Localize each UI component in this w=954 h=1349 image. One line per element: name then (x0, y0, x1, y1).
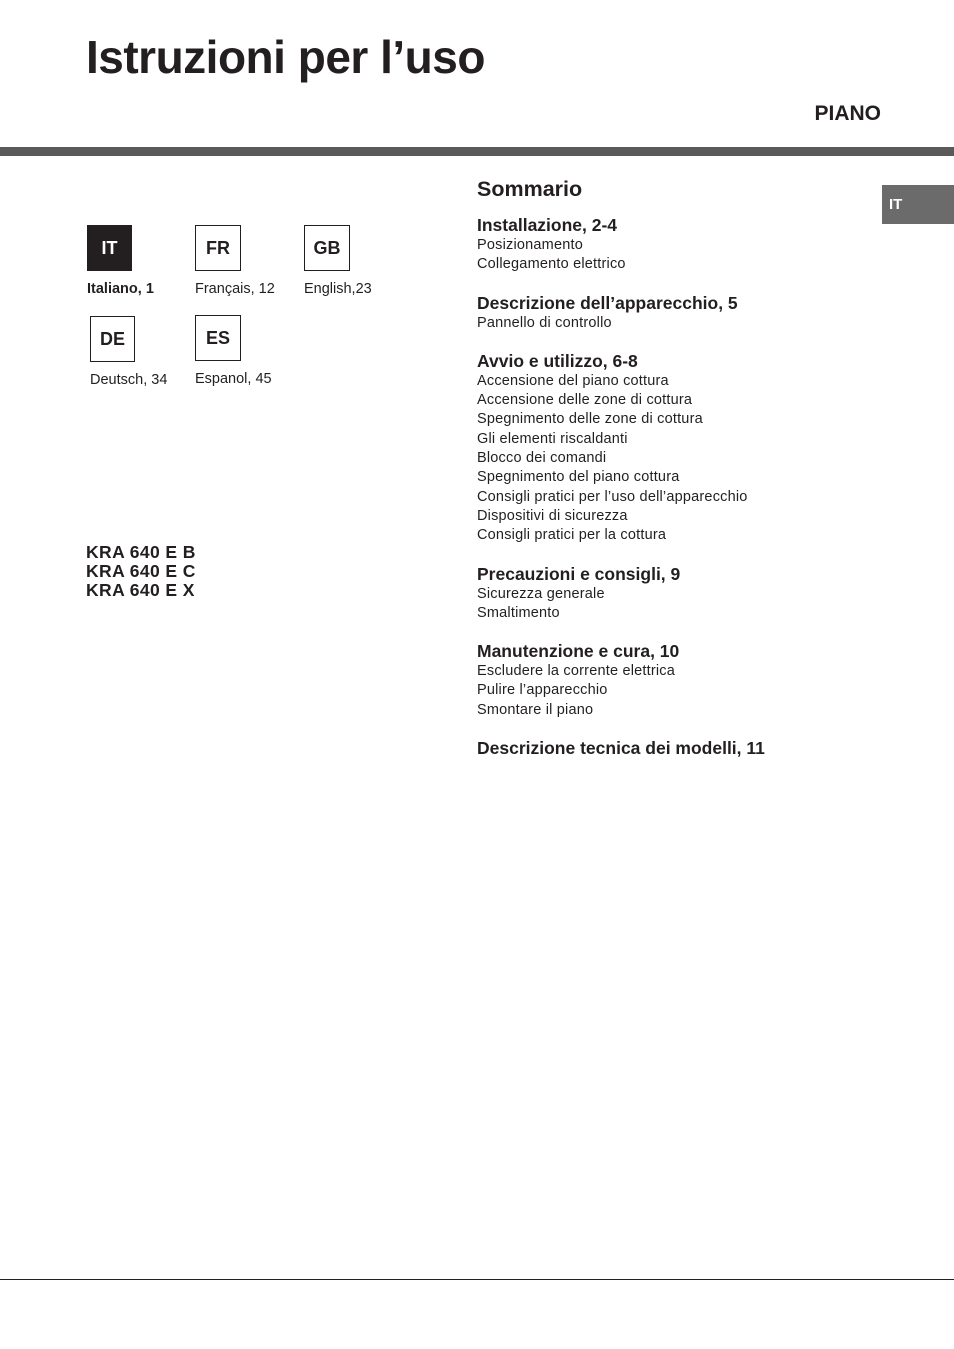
model-name: KRA 640 E B (86, 542, 196, 562)
toc-item[interactable]: Accensione del piano cottura (477, 372, 669, 389)
toc-item[interactable]: Gli elementi riscaldanti (477, 430, 628, 447)
lang-box-fr[interactable]: FR (195, 225, 241, 271)
toc-title: Sommario (477, 177, 583, 201)
footer-divider (0, 1279, 954, 1280)
toc-item[interactable]: Blocco dei comandi (477, 450, 607, 467)
toc-section-installazione (477, 214, 877, 275)
lang-box-de[interactable]: DE (90, 316, 135, 362)
toc-section-descrizione (477, 292, 877, 333)
toc-item[interactable]: Sicurezza generale (477, 585, 605, 602)
toc-section-tecnica (477, 737, 877, 759)
toc-heading[interactable]: Manutenzione e cura, 10 (477, 641, 680, 662)
lang-box-gb[interactable]: GB (304, 225, 350, 271)
lang-label-es: Espanol, 45 (195, 371, 272, 387)
toc-item[interactable]: Escludere la corrente elettrica (477, 663, 676, 680)
toc-section-avvio (477, 350, 877, 546)
toc-item[interactable]: Spegnimento delle zone di cottura (477, 411, 703, 428)
toc-item[interactable]: Smontare il piano (477, 701, 594, 718)
toc-item[interactable]: Consigli pratici per la cottura (477, 527, 667, 544)
model-name: KRA 640 E X (86, 580, 195, 600)
lang-label-fr: Français, 12 (195, 281, 275, 297)
toc-section-manutenzione (477, 640, 877, 720)
product-type: PIANO (814, 102, 881, 125)
toc-section-precauzioni (477, 563, 877, 624)
toc-item[interactable]: Pulire l’apparecchio (477, 682, 608, 699)
lang-label-gb: English,23 (304, 281, 372, 297)
toc-heading[interactable]: Descrizione dell’apparecchio, 5 (477, 292, 738, 313)
table-of-contents (477, 175, 877, 776)
toc-item[interactable]: Accensione delle zone di cottura (477, 392, 693, 409)
toc-heading[interactable]: Installazione, 2-4 (477, 215, 618, 235)
lang-label-de: Deutsch, 34 (90, 372, 168, 388)
toc-heading[interactable]: Descrizione tecnica dei modelli, 11 (477, 738, 765, 759)
toc-item[interactable]: Pannello di controllo (477, 314, 612, 331)
toc-item[interactable]: Smaltimento (477, 604, 560, 621)
model-list (86, 543, 196, 600)
lang-box-it[interactable]: IT (87, 225, 132, 271)
lang-label-it: Italiano, 1 (87, 281, 154, 297)
header-divider (0, 147, 954, 156)
model-name: KRA 640 E C (86, 561, 196, 581)
toc-heading[interactable]: Avvio e utilizzo, 6-8 (477, 350, 638, 371)
toc-item[interactable]: Consigli pratici per l’uso dell’apparecchio (477, 488, 748, 505)
toc-item[interactable]: Collegamento elettrico (477, 256, 626, 273)
toc-item[interactable]: Posizionamento (477, 237, 583, 253)
toc-item[interactable]: Spegnimento del piano cottura (477, 469, 680, 486)
language-side-tab: IT (882, 185, 954, 224)
toc-heading[interactable]: Precauzioni e consigli, 9 (477, 563, 681, 584)
lang-box-es[interactable]: ES (195, 315, 241, 361)
page-title: Istruzioni per l’uso (86, 31, 485, 83)
toc-item[interactable]: Dispositivi di sicurezza (477, 507, 628, 524)
